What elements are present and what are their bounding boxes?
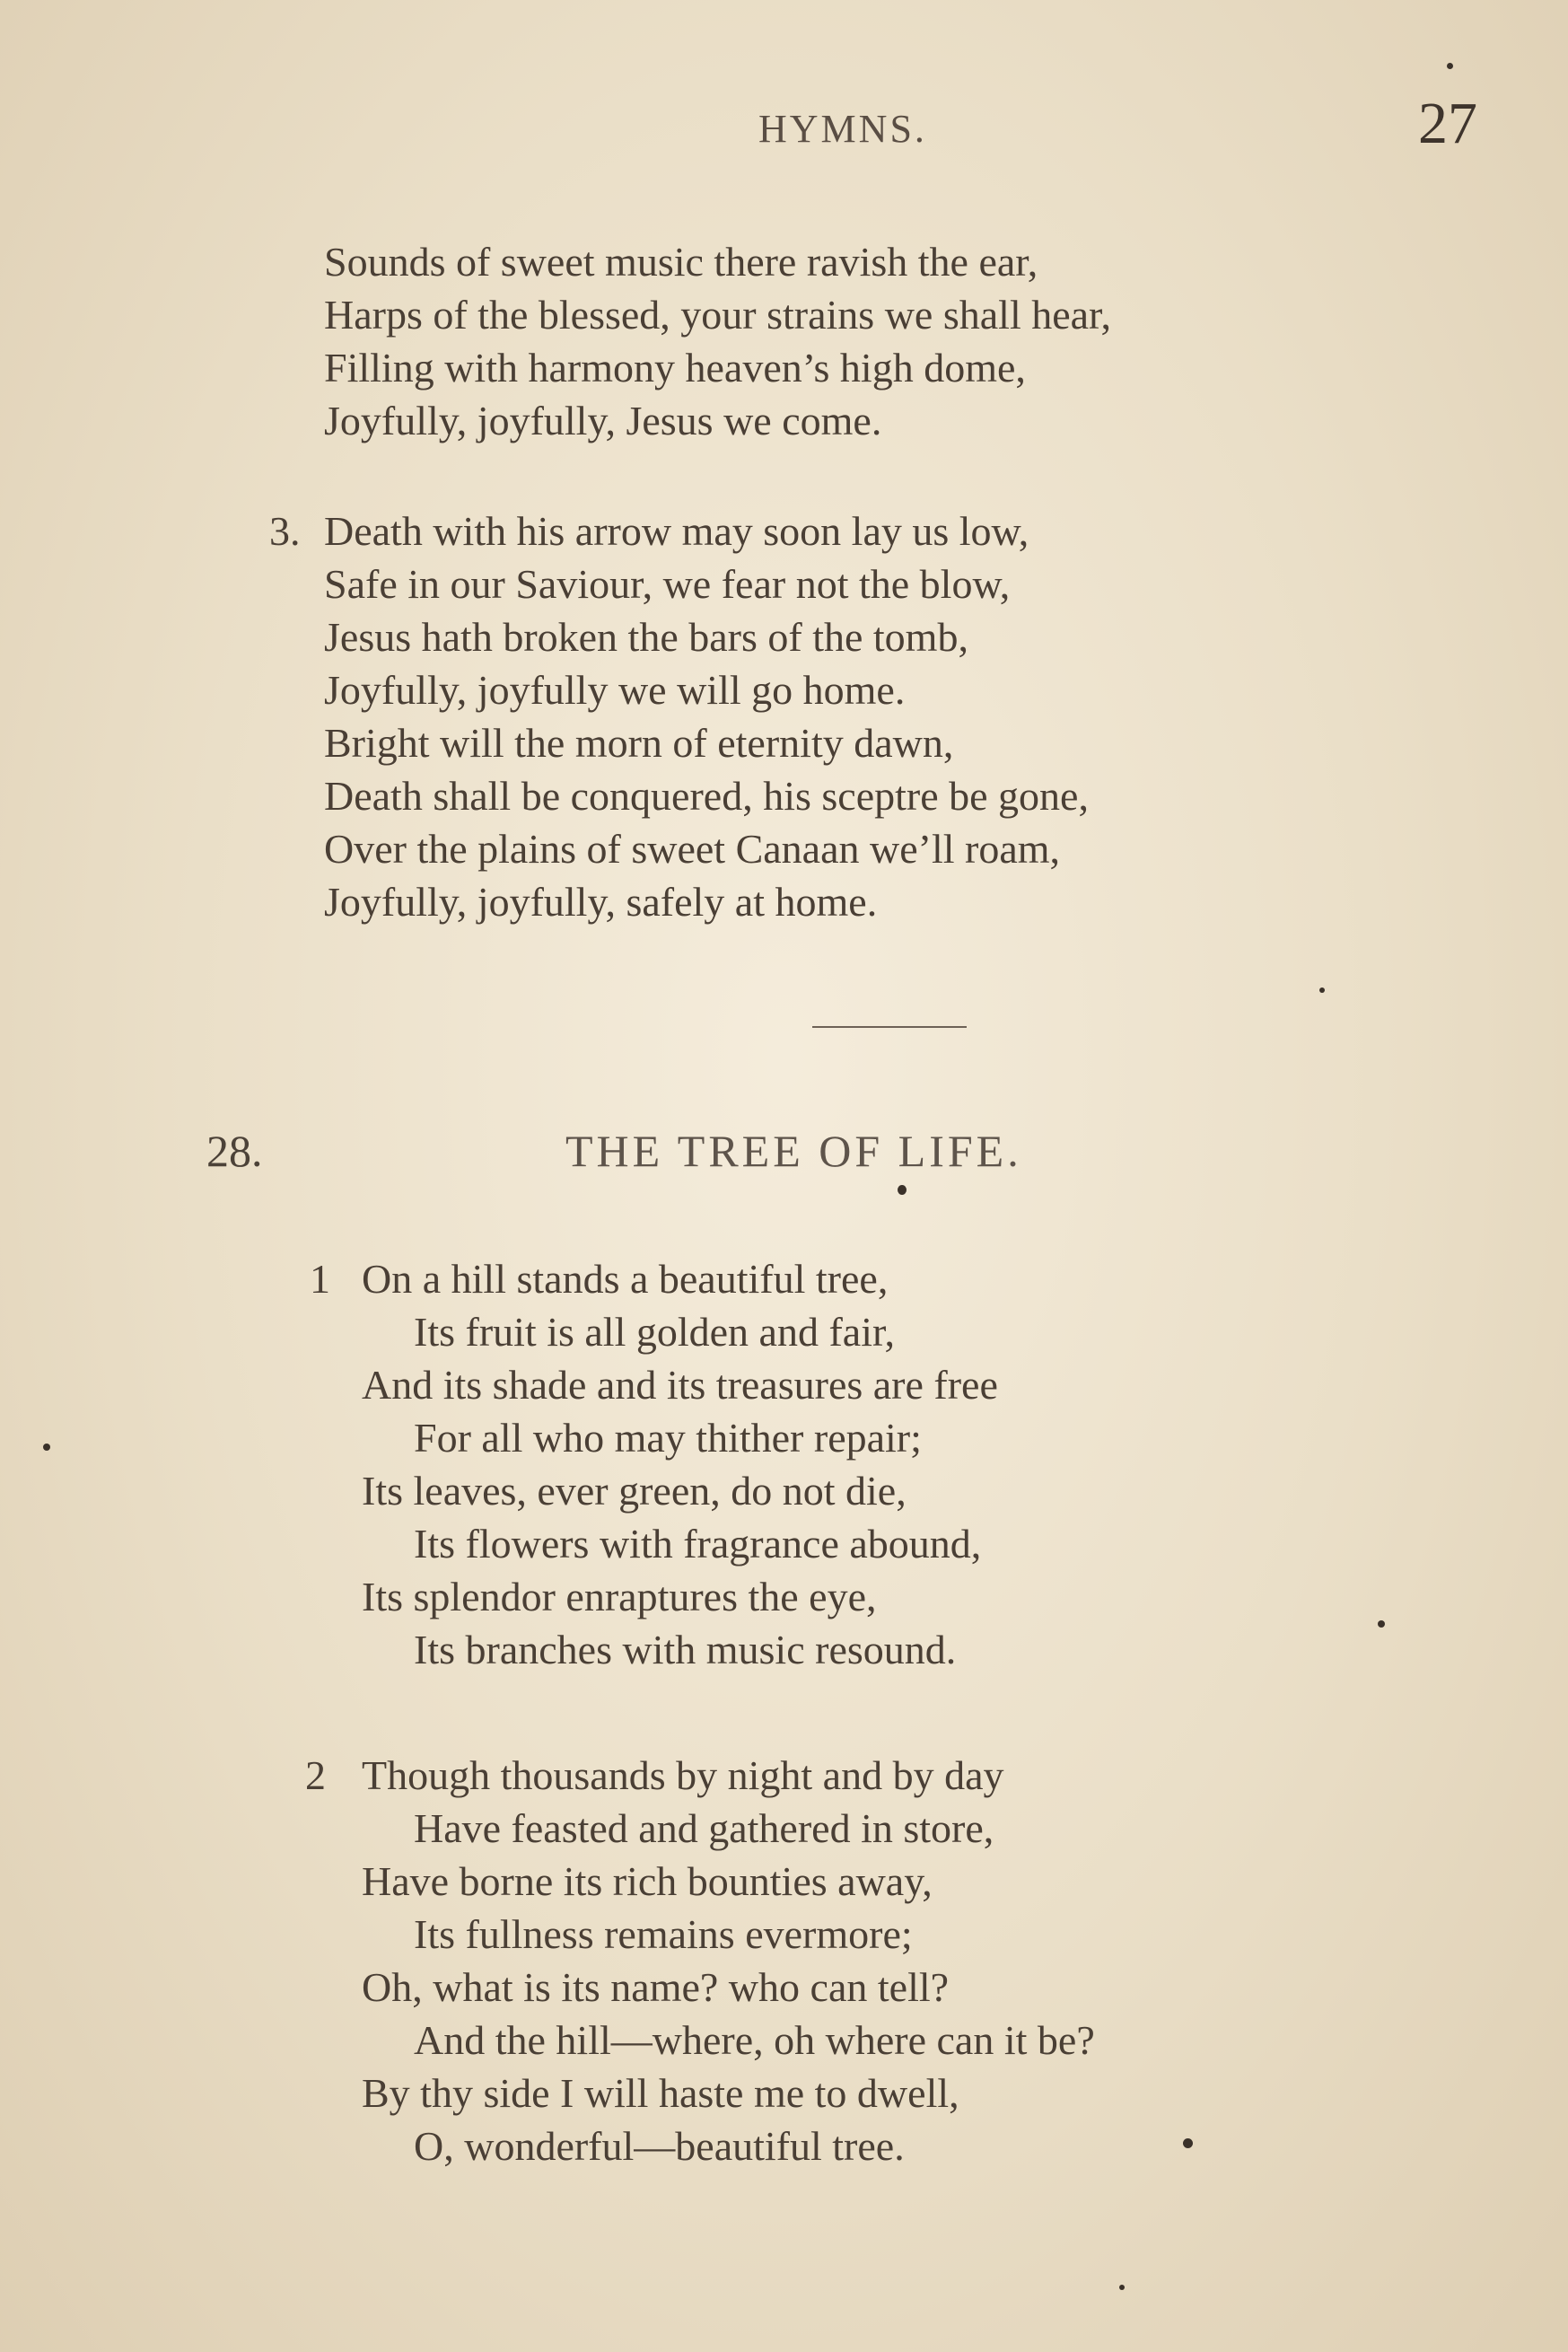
stanza-line: Its branches with music resound. [414,1627,957,1672]
stanza-line: On a hill stands a beautiful tree, [362,1256,889,1302]
stanza-line: Safe in our Saviour, we fear not the blow, [324,561,1011,607]
stanza-line: Bright will the morn of eternity dawn, [324,720,954,766]
continued-stanza [324,235,1111,447]
paper-speck [1447,63,1453,69]
stanza-line: Have borne its rich bounties away, [362,1858,933,1904]
stanza-3 [324,505,1089,928]
stanza-line: And the hill—where, oh where can it be? [414,2017,1095,2063]
stanza-line: Have feasted and gathered in store, [414,1805,994,1851]
stanza-line: For all who may thither repair; [414,1415,922,1461]
hymn-stanza-1 [362,1252,998,1676]
running-head: HYMNS. [758,107,927,151]
stanza-line: Its splendor enraptures the eye, [362,1574,877,1619]
stanza-line: Its leaves, ever green, do not die, [362,1468,907,1514]
hymn-stanza-2 [362,1749,1095,2172]
paper-speck [1119,2285,1125,2290]
stanza-line: Sounds of sweet music there ravish the ear, [324,239,1038,285]
stanza-line: Joyfully, joyfully, Jesus we come. [324,398,882,443]
stanza-line: Harps of the blessed, your strains we shall hear, [324,292,1112,338]
stanza-number: 2 [305,1752,326,1798]
stanza-number: 3. [269,508,301,554]
stanza-line: Its flowers with fragrance abound, [414,1521,982,1567]
stanza-line: Joyfully, joyfully we will go home. [324,667,906,713]
stanza-line: Joyfully, joyfully, safely at home. [324,879,878,925]
stanza-line: Its fullness remains evermore; [414,1911,913,1957]
stanza-line: By thy side I will haste me to dwell, [362,2070,959,2116]
stanza-line: And its shade and its treasures are free [362,1362,998,1408]
stanza-number: 1 [310,1256,330,1302]
stanza-line: O, wonderful—beautiful tree. [414,2123,905,2169]
paper-speck [1378,1620,1385,1628]
page-number: 27 [1418,91,1477,156]
paper-speck [1319,987,1325,993]
stanza-line: Death with his arrow may soon lay us low, [324,508,1029,554]
paper-speck [898,1185,907,1195]
stanza-line: Over the plains of sweet Canaan we’ll roam, [324,826,1061,872]
paper-speck [43,1444,50,1451]
stanza-line: Though thousands by night and by day [362,1752,1004,1798]
stanza-line: Its fruit is all golden and fair, [414,1309,895,1355]
stanza-line: Oh, what is its name? who can tell? [362,1964,950,2010]
stanza-line: Filling with harmony heaven’s high dome, [324,345,1026,391]
hymn-title: THE TREE OF LIFE. [565,1126,1022,1176]
hymn-number: 28. [206,1126,263,1176]
paper-speck [1183,2138,1193,2148]
section-divider [812,1026,967,1028]
stanza-line: Death shall be conquered, his sceptre be gone, [324,773,1089,819]
stanza-line: Jesus hath broken the bars of the tomb, [324,614,968,660]
